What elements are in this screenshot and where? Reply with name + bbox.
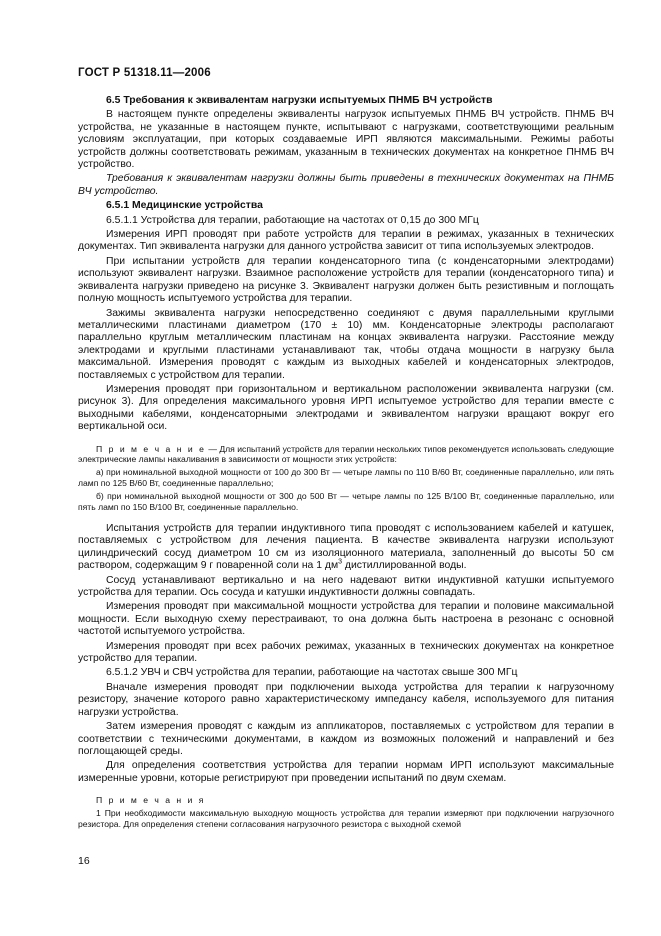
note-item-b: б) при номинальной выходной мощности от 300 до 500 Вт — четыре лампы по 125 В/100 Вт, соединенные параллельно, или пять ламп по 150 В/100 Вт, соединенные параллельно. [78, 491, 614, 513]
paragraph: Сосуд устанавливают вертикально и на него надевают витки индуктивной катушки испытуемого устройства для терапии. Ось сосуда и катушки индуктивности должны совпадать. [78, 574, 614, 599]
paragraph: Вначале измерения проводят при подключении выхода устройства для терапии к нагрузочному резистору, значение которого равно характеристическому импедансу кабеля, используемого для питания нагрузки устройства. [78, 681, 614, 718]
paragraph: При испытании устройств для терапии конденсаторного типа (с конденсаторными электродами) используют эквивалент нагрузки. Взаимное расположение устройств для терапии (конденсаторного типа) и эквивалента нагрузки приведено на рисунке 3. Эквивалент нагрузки должен быть резистивным и поглощать полную мощность испытуемого устройства для терапии. [78, 255, 614, 305]
paragraph [78, 523, 614, 573]
paragraph: Затем измерения проводят с каждым из аппликаторов, поставляемых с устройством для терапии в соответствии с техническими документами, в каждом из возможных положений и направлений и без поглощающей среды. [78, 721, 614, 757]
notes-label: П р и м е ч а н и я [96, 795, 206, 806]
note-label: П р и м е ч а н и е [96, 443, 206, 454]
subsection-title-6-5-1-2: 6.5.1.2 УВЧ и СВЧ устройства для терапии, работающие на частотах свыше 300 МГц [106, 667, 518, 679]
paragraph-text-end: дистиллированной воды. [342, 560, 467, 572]
page-number: 16 [78, 855, 90, 867]
paragraph: В настоящем пункте определены эквиваленты нагрузок испытуемых ПНМБ ВЧ устройств. ПНМБ ВЧ устройства, не указанные в настоящем пункте, испытывают с нагрузками, соответствующими реальным условиям эксплуатации, при которых создаваемые ИРП являются максимальными. Режимы работы устройств должны соответствовать режимам, указанным в технических документах на конкретное ПНМБ ВЧ устройство. [78, 109, 614, 171]
italic-paragraph: Требования к эквивалентам нагрузки должны быть приведены в технических документах на ПНМБ ВЧ устройство. [78, 173, 614, 197]
section-heading-6-5-1: 6.5.1 Медицинские устройства [106, 200, 263, 212]
section-heading-6-5: 6.5 Требования к эквивалентам нагрузки испытуемых ПНМБ ВЧ устройств [106, 95, 493, 106]
note-block [78, 444, 614, 466]
paragraph: Для определения соответствия устройства для терапии нормам ИРП используют максимальные измеренные уровни, которые регистрируют при проведении испытаний по двум схемам. [78, 760, 614, 784]
superscript: 3 [338, 558, 342, 566]
note-item-a: а) при номинальной выходной мощности от 100 до 300 Вт — четыре лампы по 110 В/60 Вт, соединенные параллельно, или пять ламп по 125 В/60 Вт, соединенные параллельно; [78, 467, 614, 489]
paragraph: Измерения проводят при максимальной мощности устройства для терапии и половине максимальной мощности. Если выходную схему перестраивают, то она должна быть настроена в резонанс с основной частотой испытуемого устройства. [78, 601, 614, 638]
note-text: — Для испытаний устройств для терапии нескольких типов рекомендуется использовать следующие электрические лампы накаливания в зависимости от мощности этих устройств: [78, 443, 614, 465]
document-header: ГОСТ Р 51318.11—2006 [78, 67, 211, 79]
note-item-1: 1 При необходимости максимальную выходную мощность устройства для терапии измеряют при подключении нагрузочного резистора. Для определения степени согласования нагрузочного резистора с выходной схемой [78, 808, 614, 829]
document-body [78, 95, 614, 832]
paragraph: Измерения проводят при всех рабочих режимах, указанных в технических документах на конкретное устройство для терапии. [78, 640, 614, 665]
subsection-title-6-5-1-1: 6.5.1.1 Устройства для терапии, работающие на частотах от 0,15 до 300 МГц [106, 214, 479, 226]
paragraph-text: Испытания устройств для терапии индуктивного типа проводят с использованием кабелей и катушек, поставляемых с устройством для лечения пациента. В качестве эквивалента нагрузки используют цилиндрический сосуд диаметром 10 см из изоляционного материала, заполненный до высоты 50 см раствором, содержащим 9 г поваренной соли на 1 дм [78, 523, 614, 572]
paragraph: Измерения ИРП проводят при работе устройств для терапии в режимах, указанных в технических документах. Тип эквивалента нагрузки для данного устройства зависит от типа используемых электродов. [78, 229, 614, 253]
paragraph: Зажимы эквивалента нагрузки непосредственно соединяют с двумя параллельными круглыми металлическими пластинами диаметром (170 ± 10) мм. Конденсаторные электроды располагают параллельно круглым металлическим пластинам на концах эквивалента нагрузки. Расстояние между электродами и круглыми пластинами устанавливают так, чтобы отдача мощности в нагрузку была максимальной. Измерения проводят с каждым из выходных кабелей и конденсаторных электродов, поставляемых с устройством для терапии. [78, 307, 614, 381]
paragraph: Измерения проводят при горизонтальном и вертикальном расположении эквивалента нагрузки (см. рисунок 3). Для определения максимального уровня ИРП испытуемое устройство для терапии вместе с выходными кабелями, конденсаторными электродами и эквивалентом нагрузки вращают вокруг его вертикальной оси. [78, 383, 614, 433]
